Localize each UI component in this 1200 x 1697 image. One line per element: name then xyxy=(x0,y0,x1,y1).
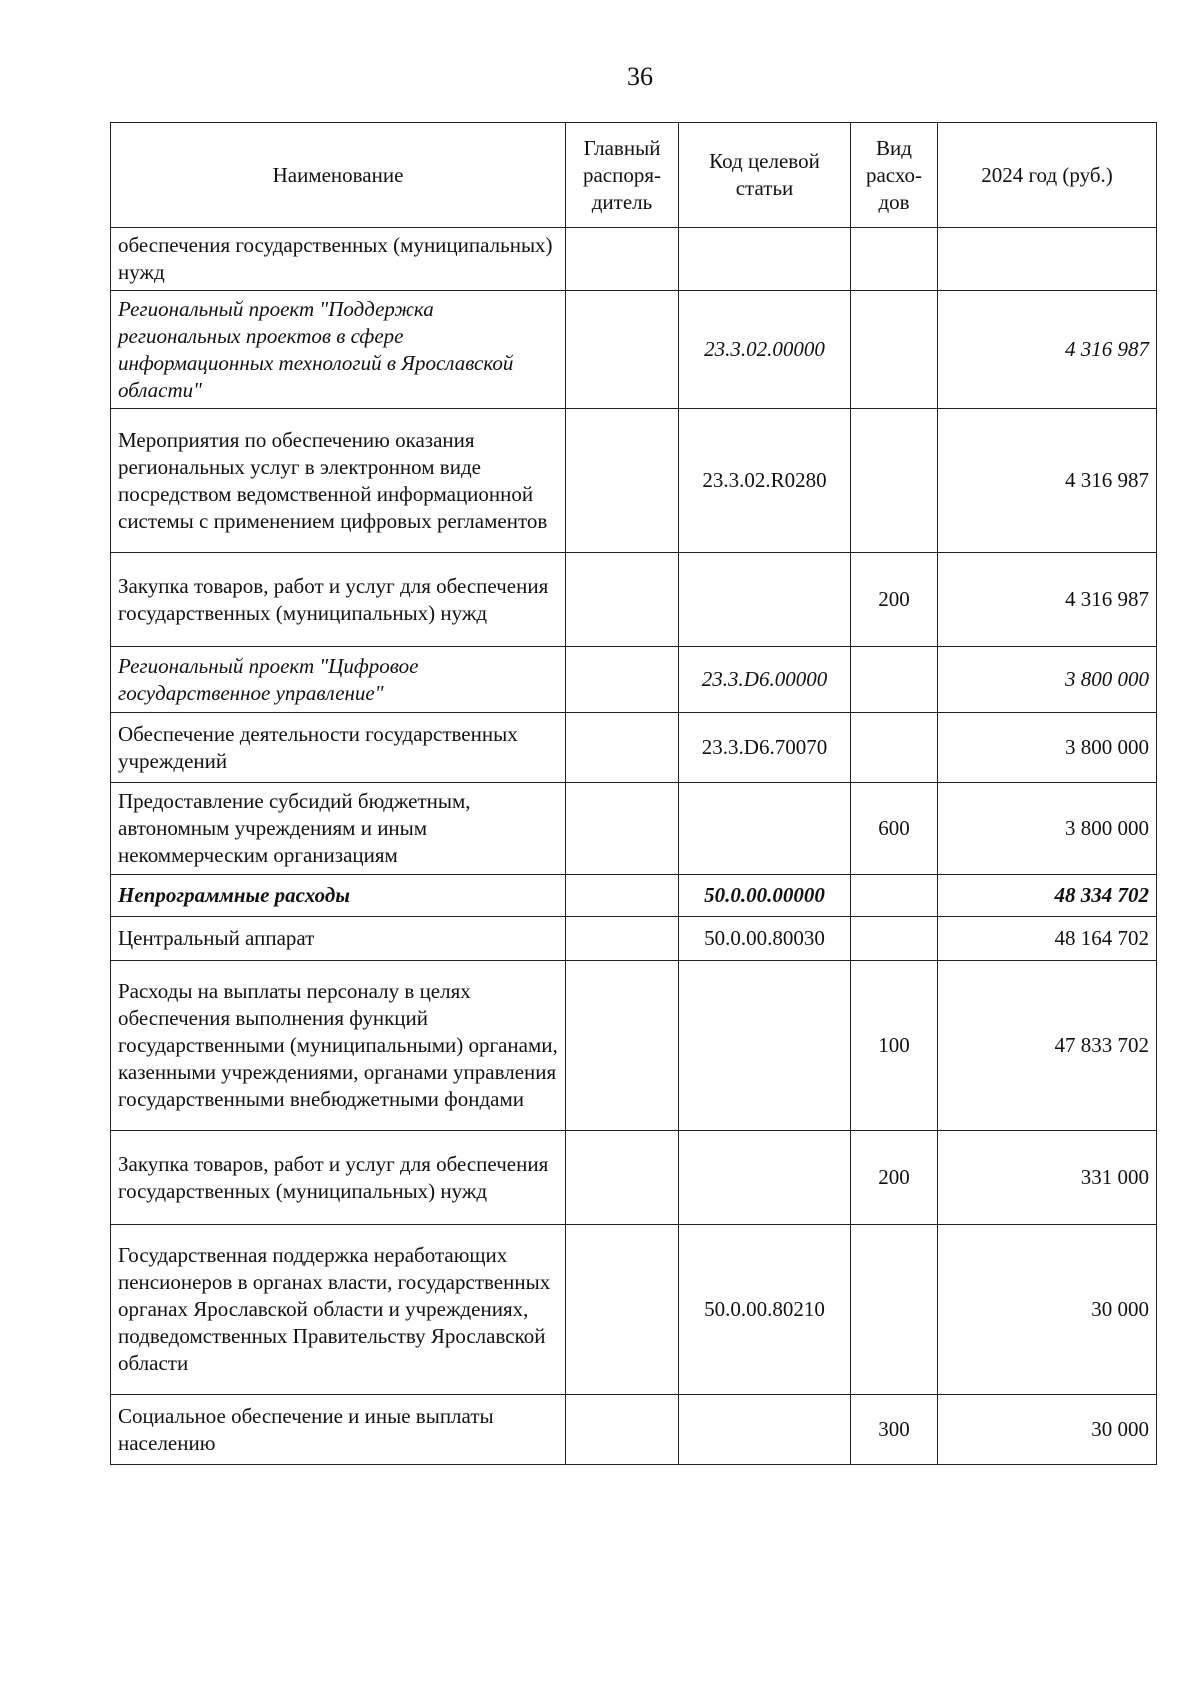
cell-code: 50.0.00.80210 xyxy=(679,1225,851,1395)
cell-name: Государственная поддержка неработающих пенсионеров в органах власти, государственных органах Ярославской области и учреждениях, подведомственных Правительству Ярославской области xyxy=(111,1225,566,1395)
table-row xyxy=(111,553,1157,647)
cell-sum: 30 000 xyxy=(938,1225,1157,1395)
cell-manager xyxy=(566,553,679,647)
cell-sum: 4 316 987 xyxy=(938,553,1157,647)
cell-manager xyxy=(566,228,679,291)
cell-code xyxy=(679,1131,851,1225)
cell-name: Региональный проект "Поддержка региональных проектов в сфере информационных технологий в Ярославской области" xyxy=(111,291,566,409)
cell-code: 50.0.00.80030 xyxy=(679,917,851,961)
cell-name: Закупка товаров, работ и услуг для обеспечения государственных (муниципальных) нужд xyxy=(111,553,566,647)
table-header-row xyxy=(111,123,1157,228)
cell-type: 200 xyxy=(851,553,938,647)
cell-type xyxy=(851,228,938,291)
cell-sum: 48 334 702 xyxy=(938,875,1157,917)
table-row xyxy=(111,783,1157,875)
cell-sum: 47 833 702 xyxy=(938,961,1157,1131)
cell-sum: 30 000 xyxy=(938,1395,1157,1465)
table-row xyxy=(111,713,1157,783)
table-row xyxy=(111,409,1157,553)
header-type: Вид расхо-дов xyxy=(851,123,938,228)
table-row xyxy=(111,1395,1157,1465)
cell-sum: 3 800 000 xyxy=(938,713,1157,783)
header-name: Наименование xyxy=(111,123,566,228)
cell-manager xyxy=(566,291,679,409)
cell-code xyxy=(679,553,851,647)
cell-name: Предоставление субсидий бюджетным, автономным учреждениям и иным некоммерческим организациям xyxy=(111,783,566,875)
cell-name: Непрограммные расходы xyxy=(111,875,566,917)
cell-manager xyxy=(566,1225,679,1395)
cell-manager xyxy=(566,647,679,713)
cell-type xyxy=(851,409,938,553)
cell-code: 23.3.D6.70070 xyxy=(679,713,851,783)
cell-type xyxy=(851,875,938,917)
table-body xyxy=(111,228,1157,1465)
header-code: Код целевой статьи xyxy=(679,123,851,228)
cell-manager xyxy=(566,409,679,553)
cell-name: Обеспечение деятельности государственных учреждений xyxy=(111,713,566,783)
table-row xyxy=(111,228,1157,291)
cell-name: Закупка товаров, работ и услуг для обеспечения государственных (муниципальных) нужд xyxy=(111,1131,566,1225)
cell-type: 200 xyxy=(851,1131,938,1225)
cell-sum: 48 164 702 xyxy=(938,917,1157,961)
cell-code xyxy=(679,783,851,875)
cell-code: 50.0.00.00000 xyxy=(679,875,851,917)
cell-manager xyxy=(566,713,679,783)
cell-code xyxy=(679,1395,851,1465)
cell-sum: 4 316 987 xyxy=(938,409,1157,553)
cell-sum xyxy=(938,228,1157,291)
header-sum: 2024 год (руб.) xyxy=(938,123,1157,228)
cell-name: Мероприятия по обеспечению оказания региональных услуг в электронном виде посредством ведомственной информационной системы с применением цифровых регламентов xyxy=(111,409,566,553)
cell-type: 100 xyxy=(851,961,938,1131)
cell-code xyxy=(679,228,851,291)
table-row xyxy=(111,1225,1157,1395)
cell-name: обеспечения государственных (муниципальных) нужд xyxy=(111,228,566,291)
cell-type xyxy=(851,917,938,961)
cell-manager xyxy=(566,961,679,1131)
table-row xyxy=(111,647,1157,713)
cell-type xyxy=(851,713,938,783)
cell-manager xyxy=(566,1131,679,1225)
cell-type: 600 xyxy=(851,783,938,875)
cell-sum: 331 000 xyxy=(938,1131,1157,1225)
header-manager: Главный распоря-дитель xyxy=(566,123,679,228)
budget-table xyxy=(110,122,1157,1465)
cell-manager xyxy=(566,783,679,875)
table-row xyxy=(111,1131,1157,1225)
cell-code: 23.3.02.00000 xyxy=(679,291,851,409)
cell-manager xyxy=(566,1395,679,1465)
cell-sum: 3 800 000 xyxy=(938,783,1157,875)
cell-name: Расходы на выплаты персоналу в целях обеспечения выполнения функций государственными (муниципальными) органами, казенными учреждениями, органами управления государственными внебюджетными фондами xyxy=(111,961,566,1131)
page-number: 36 xyxy=(627,62,653,91)
cell-type: 300 xyxy=(851,1395,938,1465)
cell-sum: 4 316 987 xyxy=(938,291,1157,409)
cell-code xyxy=(679,961,851,1131)
cell-code: 23.3.D6.00000 xyxy=(679,647,851,713)
table-row xyxy=(111,875,1157,917)
cell-name: Центральный аппарат xyxy=(111,917,566,961)
cell-name: Социальное обеспечение и иные выплаты населению xyxy=(111,1395,566,1465)
cell-code: 23.3.02.R0280 xyxy=(679,409,851,553)
table-row xyxy=(111,917,1157,961)
table-row xyxy=(111,961,1157,1131)
cell-type xyxy=(851,291,938,409)
cell-type xyxy=(851,1225,938,1395)
cell-manager xyxy=(566,875,679,917)
cell-type xyxy=(851,647,938,713)
table-row xyxy=(111,291,1157,409)
cell-name: Региональный проект "Цифровое государственное управление" xyxy=(111,647,566,713)
cell-manager xyxy=(566,917,679,961)
cell-sum: 3 800 000 xyxy=(938,647,1157,713)
